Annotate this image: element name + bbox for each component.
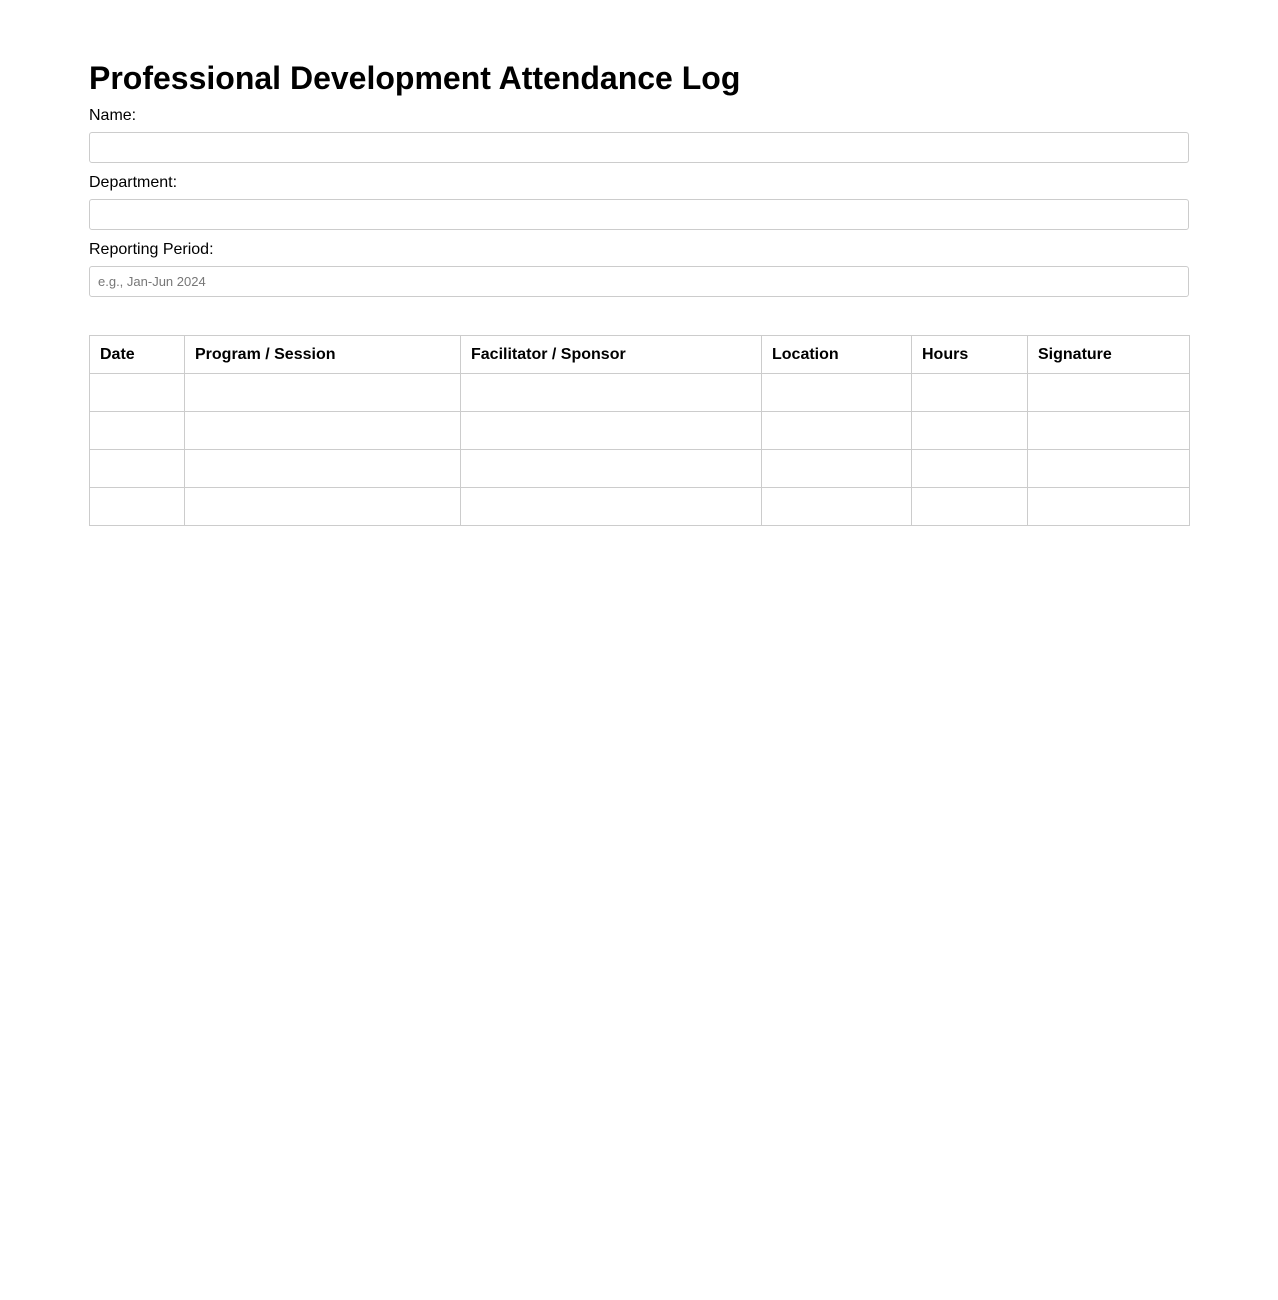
facilitator-sponsor-cell[interactable] bbox=[461, 374, 762, 412]
table-row bbox=[90, 488, 1190, 526]
location-cell[interactable] bbox=[762, 412, 912, 450]
program-session-cell[interactable] bbox=[185, 374, 461, 412]
date-cell[interactable] bbox=[90, 450, 185, 488]
hours-cell[interactable] bbox=[912, 450, 1028, 488]
table-row bbox=[90, 374, 1190, 412]
table-row bbox=[90, 450, 1190, 488]
signature-cell[interactable] bbox=[1028, 450, 1190, 488]
column-header-program-session: Program / Session bbox=[185, 336, 461, 374]
department-input[interactable] bbox=[89, 199, 1189, 230]
column-header-facilitator-sponsor: Facilitator / Sponsor bbox=[461, 336, 762, 374]
facilitator-sponsor-cell[interactable] bbox=[461, 488, 762, 526]
facilitator-sponsor-cell[interactable] bbox=[461, 450, 762, 488]
location-cell[interactable] bbox=[762, 450, 912, 488]
column-header-signature: Signature bbox=[1028, 336, 1190, 374]
table-header-row bbox=[90, 336, 1190, 374]
department-label: Department: bbox=[89, 174, 178, 191]
name-label: Name: bbox=[89, 107, 137, 124]
date-cell[interactable] bbox=[90, 412, 185, 450]
facilitator-sponsor-cell[interactable] bbox=[461, 412, 762, 450]
name-input[interactable] bbox=[89, 132, 1189, 163]
program-session-cell[interactable] bbox=[185, 412, 461, 450]
hours-cell[interactable] bbox=[912, 488, 1028, 526]
hours-cell[interactable] bbox=[912, 412, 1028, 450]
table-row bbox=[90, 412, 1190, 450]
date-cell[interactable] bbox=[90, 488, 185, 526]
column-header-hours: Hours bbox=[912, 336, 1028, 374]
attendance-log-page bbox=[0, 0, 1278, 526]
program-session-cell[interactable] bbox=[185, 450, 461, 488]
column-header-date: Date bbox=[90, 336, 185, 374]
program-session-cell[interactable] bbox=[185, 488, 461, 526]
signature-cell[interactable] bbox=[1028, 374, 1190, 412]
location-cell[interactable] bbox=[762, 374, 912, 412]
location-cell[interactable] bbox=[762, 488, 912, 526]
hours-cell[interactable] bbox=[912, 374, 1028, 412]
attendance-table bbox=[89, 335, 1190, 526]
reporting-period-input[interactable] bbox=[89, 266, 1189, 297]
column-header-location: Location bbox=[762, 336, 912, 374]
date-cell[interactable] bbox=[90, 374, 185, 412]
signature-cell[interactable] bbox=[1028, 488, 1190, 526]
reporting-period-label: Reporting Period: bbox=[89, 241, 214, 258]
page-title: Professional Development Attendance Log bbox=[89, 60, 741, 96]
signature-cell[interactable] bbox=[1028, 412, 1190, 450]
